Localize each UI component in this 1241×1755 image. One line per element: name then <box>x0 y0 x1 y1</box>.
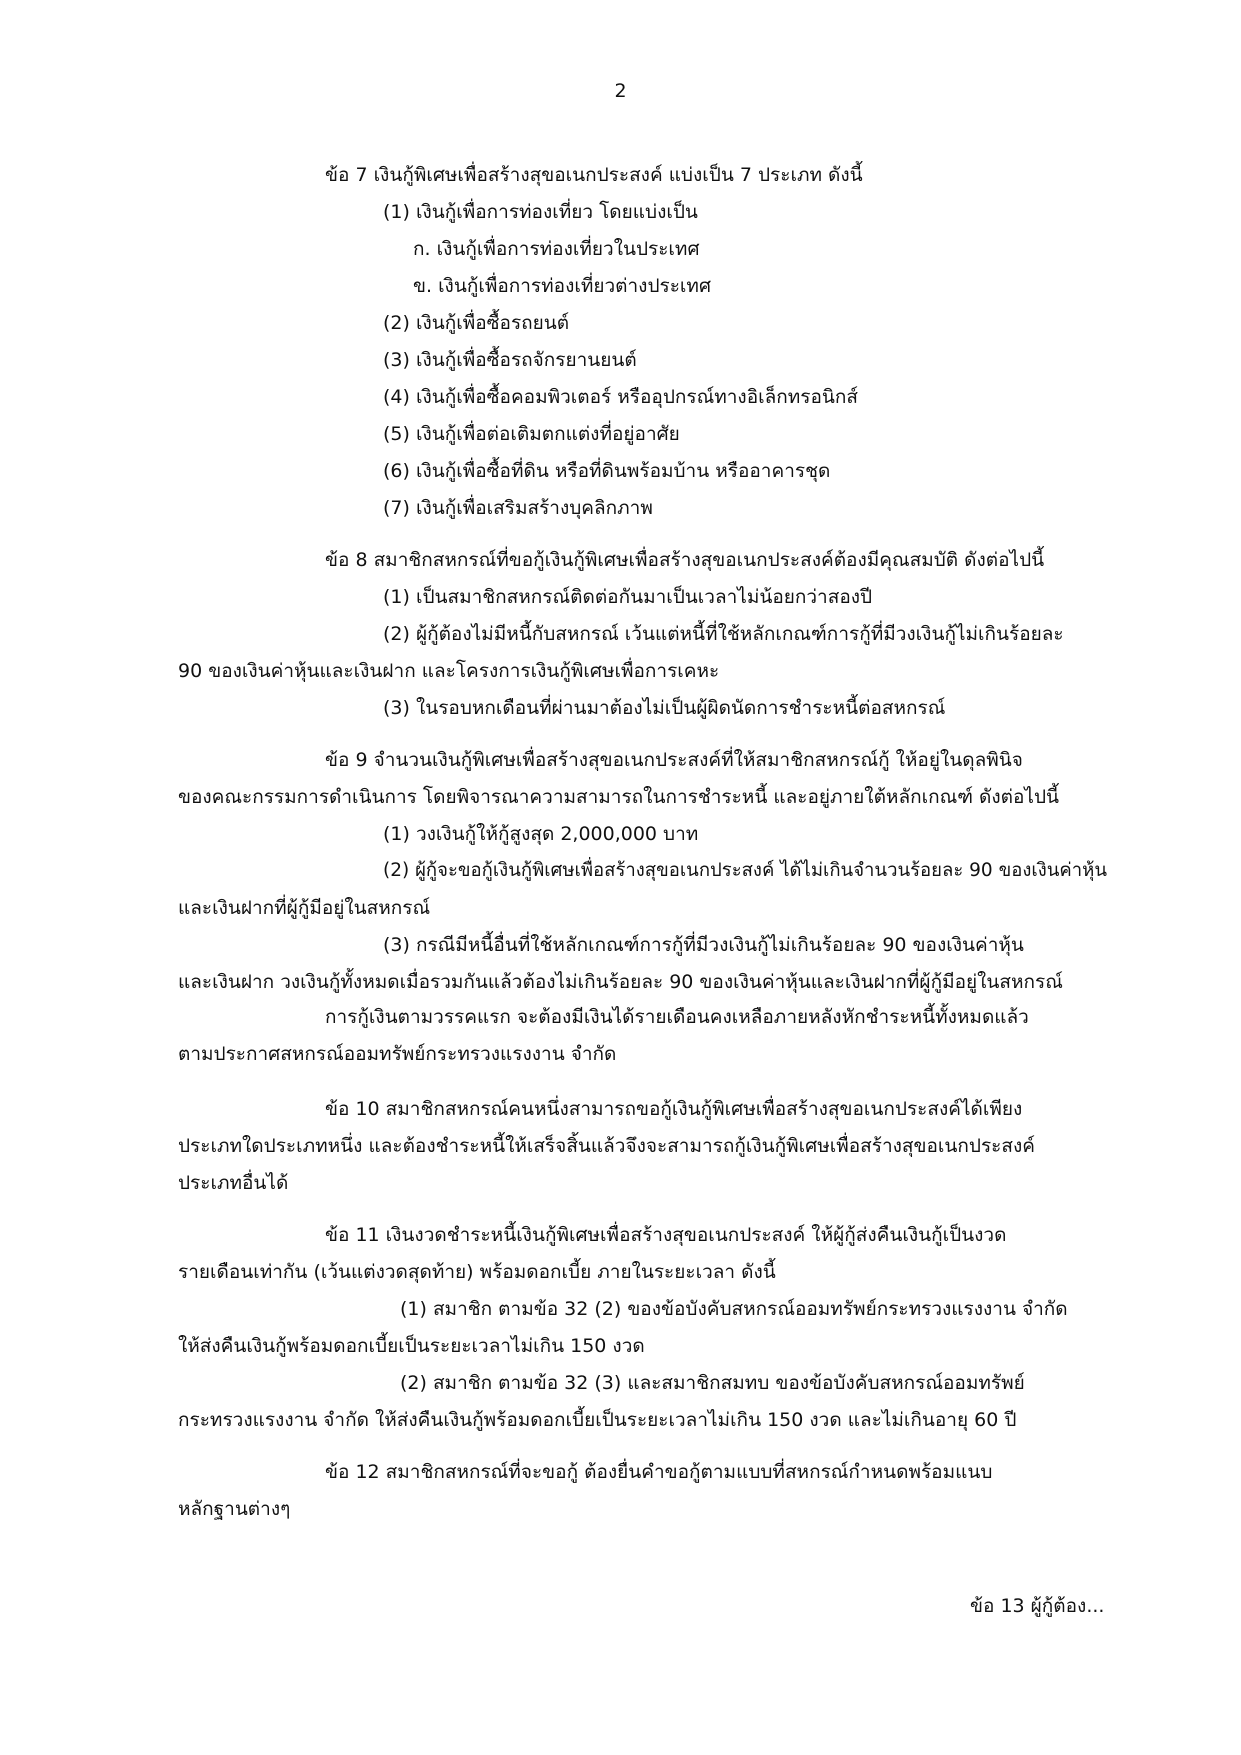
clause-11-line-1: ข้อ 11 เงินงวดชำระหนี้เงินกู้พิเศษเพื่อสร้างสุขอเนกประสงค์ ให้ผู้กู้ส่งคืนเงินกู้เป็นงวด <box>325 1224 1007 1246</box>
clause-8-item-2-line-2: 90 ของเงินค่าหุ้นและเงินฝาก และโครงการเงินกู้พิเศษเพื่อการเคหะ <box>178 660 720 682</box>
clause-11-item-2-line-1: (2) สมาชิก ตามข้อ 32 (3) และสมาชิกสมทบ ของข้อบังคับสหกรณ์ออมทรัพย์ <box>400 1372 1025 1394</box>
clause-12-line-2: หลักฐานต่างๆ <box>178 1498 291 1520</box>
clause-7-item-3: (3) เงินกู้เพื่อซื้อรถจักรยานยนต์ <box>383 349 637 371</box>
continuation-text: ข้อ 13 ผู้กู้ต้อง... <box>970 1595 1105 1617</box>
clause-9-line-1: ข้อ 9 จำนวนเงินกู้พิเศษเพื่อสร้างสุขอเนกประสงค์ที่ให้สมาชิกสหกรณ์กู้ ให้อยู่ในดุลพินิจ <box>325 749 1023 771</box>
clause-9-item-3-line-1: (3) กรณีมีหนี้อื่นที่ใช้หลักเกณฑ์การกู้ที่มีวงเงินกู้ไม่เกินร้อยละ 90 ของเงินค่าหุ้น <box>383 934 1024 956</box>
clause-7-heading: ข้อ 7 เงินกู้พิเศษเพื่อสร้างสุขอเนกประสงค์ แบ่งเป็น 7 ประเภท ดังนี้ <box>325 164 863 186</box>
clause-9-item-3-line-2: และเงินฝาก วงเงินกู้ทั้งหมดเมื่อรวมกันแล้วต้องไม่เกินร้อยละ 90 ของเงินค่าหุ้นและเงินฝากที่ผู้กู้มีอยู่ในสหกรณ์ <box>178 971 1063 993</box>
clause-10-line-2: ประเภทใดประเภทหนึ่ง และต้องชำระหนี้ให้เสร็จสิ้นแล้วจึงจะสามารถกู้เงินกู้พิเศษเพื่อสร้างสุขอเนกประสงค์ <box>178 1135 1035 1157</box>
clause-9-item-2-line-2: และเงินฝากที่ผู้กู้มีอยู่ในสหกรณ์ <box>178 897 431 919</box>
clause-7-item-1a: ก. เงินกู้เพื่อการท่องเที่ยวในประเทศ <box>413 238 700 260</box>
clause-7-item-7: (7) เงินกู้เพื่อเสริมสร้างบุคลิกภาพ <box>383 497 653 519</box>
clause-10-line-1: ข้อ 10 สมาชิกสหกรณ์คนหนึ่งสามารถขอกู้เงินกู้พิเศษเพื่อสร้างสุขอเนกประสงค์ได้เพียง <box>325 1098 1023 1120</box>
clause-11-item-1-line-2: ให้ส่งคืนเงินกู้พร้อมดอกเบี้ยเป็นระยะเวลาไม่เกิน 150 งวด <box>178 1335 645 1357</box>
clause-7-item-6: (6) เงินกู้เพื่อซื้อที่ดิน หรือที่ดินพร้อมบ้าน หรืออาคารชุด <box>383 460 831 482</box>
clause-11-line-2: รายเดือนเท่ากัน (เว้นแต่งวดสุดท้าย) พร้อมดอกเบี้ย ภายในระยะเวลา ดังนี้ <box>178 1261 776 1283</box>
clause-11-item-1-line-1: (1) สมาชิก ตามข้อ 32 (2) ของข้อบังคับสหกรณ์ออมทรัพย์กระทรวงแรงงาน จำกัด <box>400 1298 1068 1320</box>
clause-7-item-1b: ข. เงินกู้เพื่อการท่องเที่ยวต่างประเทศ <box>413 275 712 297</box>
clause-8-item-1: (1) เป็นสมาชิกสหกรณ์ติดต่อกันมาเป็นเวลาไม่น้อยกว่าสองปี <box>383 586 873 608</box>
clause-7-item-1: (1) เงินกู้เพื่อการท่องเที่ยว โดยแบ่งเป็น <box>383 201 698 223</box>
clause-9-item-1: (1) วงเงินกู้ให้กู้สูงสุด 2,000,000 บาท <box>383 823 699 845</box>
clause-9-note-line-2: ตามประกาศสหกรณ์ออมทรัพย์กระทรวงแรงงาน จำกัด <box>178 1043 617 1065</box>
clause-10-line-3: ประเภทอื่นได้ <box>178 1172 289 1194</box>
clause-8-heading: ข้อ 8 สมาชิกสหกรณ์ที่ขอกู้เงินกู้พิเศษเพื่อสร้างสุขอเนกประสงค์ต้องมีคุณสมบัติ ดังต่อไปนี้ <box>325 549 1045 571</box>
clause-9-note-line-1: การกู้เงินตามวรรคแรก จะต้องมีเงินได้รายเดือนคงเหลือภายหลังหักชำระหนี้ทั้งหมดแล้ว <box>325 1006 1029 1028</box>
clause-7-item-5: (5) เงินกู้เพื่อต่อเติมตกแต่งที่อยู่อาศัย <box>383 423 680 445</box>
clause-8-item-3: (3) ในรอบหกเดือนที่ผ่านมาต้องไม่เป็นผู้ผิดนัดการชำระหนี้ต่อสหกรณ์ <box>383 697 946 719</box>
clause-7-item-2: (2) เงินกู้เพื่อซื้อรถยนต์ <box>383 312 570 334</box>
clause-7-item-4: (4) เงินกู้เพื่อซื้อคอมพิวเตอร์ หรืออุปกรณ์ทางอิเล็กทรอนิกส์ <box>383 386 858 408</box>
clause-12-line-1: ข้อ 12 สมาชิกสหกรณ์ที่จะขอกู้ ต้องยื่นคำขอกู้ตามแบบที่สหกรณ์กำหนดพร้อมแนบ <box>325 1461 993 1483</box>
clause-8-item-2-line-1: (2) ผู้กู้ต้องไม่มีหนี้กับสหกรณ์ เว้นแต่หนี้ที่ใช้หลักเกณฑ์การกู้ที่มีวงเงินกู้ไม่เกินร้อยละ <box>383 623 1064 645</box>
clause-9-item-2-line-1: (2) ผู้กู้จะขอกู้เงินกู้พิเศษเพื่อสร้างสุขอเนกประสงค์ ได้ไม่เกินจำนวนร้อยละ 90 ของเงินค่าหุ้น <box>383 860 1107 881</box>
clause-9-line-2: ของคณะกรรมการดำเนินการ โดยพิจารณาความสามารถในการชำระหนี้ และอยู่ภายใต้หลักเกณฑ์ ดังต่อไปนี้ <box>178 786 1060 808</box>
page-number: 2 <box>614 80 627 102</box>
clause-11-item-2-line-2: กระทรวงแรงงาน จำกัด ให้ส่งคืนเงินกู้พร้อมดอกเบี้ยเป็นระยะเวลาไม่เกิน 150 งวด และไม่เกินอายุ 60 ปี <box>178 1409 1017 1431</box>
